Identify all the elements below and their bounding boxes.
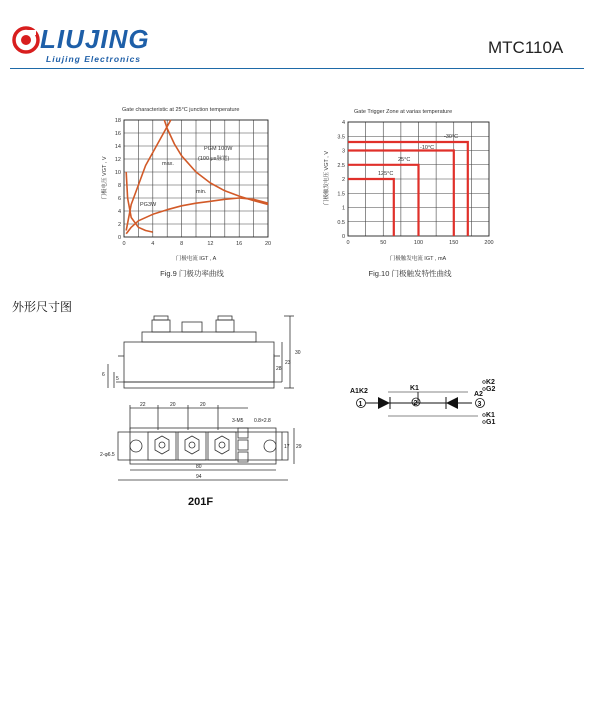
brand-subtitle: Liujing Electronics [46,54,142,64]
fig9-ytick: 16 [114,131,121,137]
dim-side-h1: 30 [295,350,301,356]
dim-side-l2: 5 [116,376,119,382]
fig9-ytick: 8 [117,183,121,189]
dim-side-h3: 28 [276,366,282,372]
fig10-ytick: 4 [341,120,345,126]
fig9-xtick: 20 [264,241,272,247]
fig9-xlabel: 门极电流 IGT , A [175,256,217,262]
dim-w-inner: 80 [196,464,202,470]
fig10-ytick: 3 [341,148,345,155]
fig9-pgm-label: PGM 100W [204,146,233,152]
sch-t3: 3 [477,401,482,408]
fig10-xlabel: 门极触发电流 IGT , mA [389,256,447,262]
mount-hole-right [264,440,276,452]
fig10-ytick: 1 [341,205,345,212]
sch-t2: 2 [413,400,418,407]
sch-g1: G1 [486,419,496,426]
fig9-chart [92,98,292,288]
fig9-ytick: 6 [117,196,121,202]
sch-k1b: K1 [486,412,495,419]
fig9-ytick: 0 [117,235,121,241]
fig10-xtick: 0 [346,240,350,246]
fig10-xtick: 50 [380,240,387,246]
fig10-ytick: 1.5 [337,191,345,198]
fig9-ytick: 18 [114,118,121,124]
fig10-ytick: 0.5 [337,219,345,226]
dim-side-l1: 6 [102,372,105,378]
mount-hole-left [130,440,142,452]
fig9-max-label: max. [162,161,174,167]
fig10-caption: Fig.10 门极触发特性曲线 [368,269,452,278]
sch-k2: K2 [486,379,495,386]
fig9-xtick: 0 [122,241,126,247]
fig9-caption: Fig.9 门极功率曲线 [160,269,224,278]
fig9-ytick: 4 [117,209,121,215]
sch-g2: G2 [486,386,496,393]
fig10-ytick: 2 [341,177,345,183]
side-top [142,332,256,342]
circuit-schematic [348,372,508,432]
fig9-title: Gate characteristic at 25°C junction temperature [122,107,240,113]
header-divider [10,68,584,69]
fig9-xtick: 8 [180,241,184,247]
fig10-title: Gate Trigger Zone at varias temperature [354,109,453,115]
brand-logo-icon [12,26,40,54]
fig10-xtick: 150 [449,240,459,246]
top-body [130,428,276,464]
fig9-series-2 [164,120,268,205]
part-number: MTC110A [488,38,564,57]
fig9-xtick: 12 [207,241,214,247]
fig9-xtick: 16 [236,241,243,247]
sch-a2: A2 [474,391,483,398]
fig10-temp-125: 125°C [378,171,394,177]
thyristor-2-symbol [446,397,458,409]
sch-k1: K1 [410,385,419,392]
fig9-ytick: 2 [117,222,121,228]
side-body [124,342,274,382]
fig9-pg-label: PG3W [140,202,157,208]
fig9-ylabel: 门极电压 VGT , V [102,156,108,200]
fig9-xtick: 4 [151,241,155,247]
dim-tab: 0.8×2.8 [254,418,271,424]
brand-name: LIUJING [40,24,150,54]
fig10-ytick: 0 [341,234,345,240]
module-top-view [98,400,308,492]
dim-side-h2: 23 [285,360,291,366]
fig10-chart [318,98,518,288]
fig9-ytick: 10 [114,170,121,176]
dim-h-mid1: 20 [170,402,176,408]
fig9-min-label: min. [196,189,207,195]
dim-h-top: 22 [140,402,146,408]
terminal-3 [215,436,229,454]
fig9-ytick: 14 [114,144,121,150]
dim-hole-spec: 2-φ6.5 [100,452,115,458]
terminal-1 [155,436,169,454]
dim-right-h2: 29 [296,444,302,450]
dim-h-mid2: 20 [200,402,206,408]
module-side-view [98,312,308,396]
fig10-temp-m10: -10°C [420,145,435,151]
model-label: 201F [188,496,214,508]
dim-screw: 3-M5 [232,418,244,424]
dim-w-outer: 94 [196,474,202,480]
fig10-temp-m30: -30°C [444,134,459,140]
fig10-ylabel: 门极触发电压 VGT , V [324,151,330,205]
thyristor-1-symbol [378,397,390,409]
fig10-ytick: 3.5 [337,134,345,141]
fig9-series-0 [126,120,171,231]
fig10-xtick: 200 [484,240,494,246]
fig9-ytick: 12 [114,157,121,163]
fig10-temp-25: 25°C [398,157,411,163]
fig9-pulse-label: (100 μs脉宽) [198,156,230,162]
sch-t1: 1 [358,401,363,408]
fig10-xtick: 100 [413,240,424,246]
terminal-2 [185,436,199,454]
sch-a1k2: A1K2 [350,388,368,395]
dim-right-h1: 17 [284,444,290,450]
fig10-ytick: 2.5 [337,162,345,169]
section-title: 外形尺寸图 [12,300,73,314]
